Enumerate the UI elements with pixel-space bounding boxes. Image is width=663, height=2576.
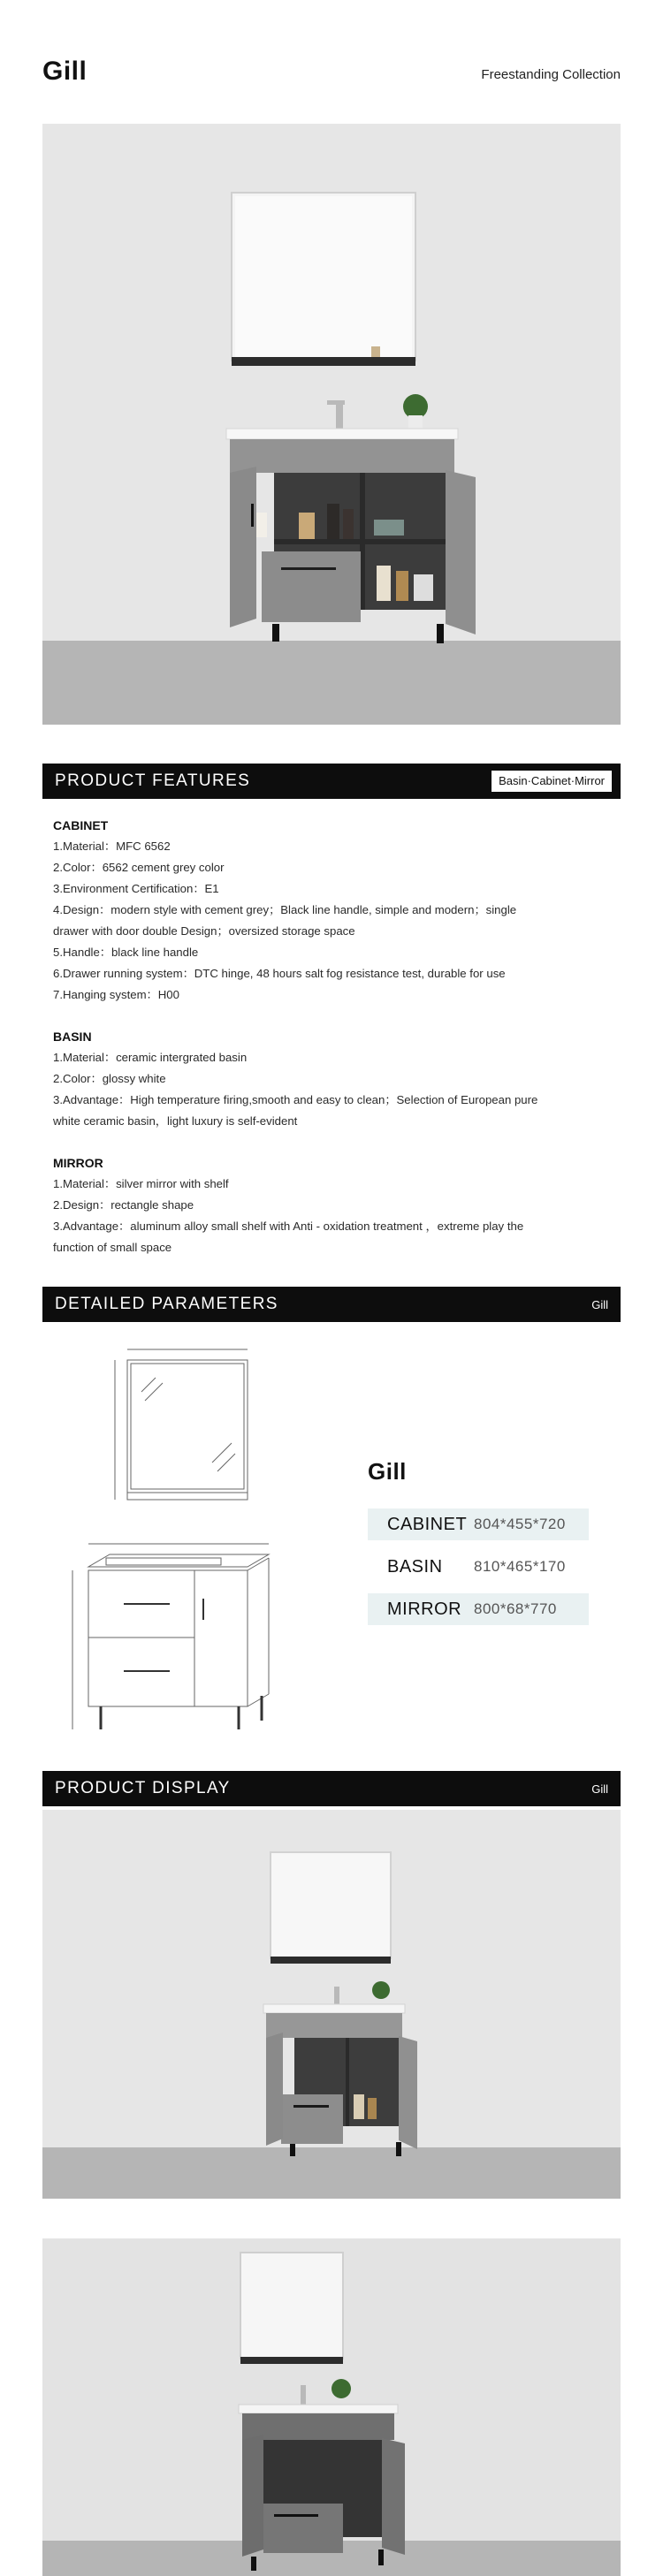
feature-line: 4.Design：modern style with cement grey；Black line handle, simple and modern；single [53,903,517,916]
cabinet-heading: CABINET [53,818,109,832]
feature-line: 6.Drawer running system：DTC hinge, 48 hours salt fog resistance test, durable for use [53,967,506,980]
section-tag: Gill [591,1298,608,1311]
param-label: CABINET [387,1514,468,1534]
hero-product-photo [42,124,621,725]
section-title: DETAILED PARAMETERS [55,1295,278,1313]
param-value: 810*465*170 [474,1558,566,1575]
display-photo-front [42,1810,621,2199]
collection-label: Freestanding Collection [481,67,621,82]
param-row-basin [368,1551,589,1583]
section-title: PRODUCT DISPLAY [55,1779,231,1797]
section-title: PRODUCT FEATURES [55,771,251,790]
display-photo-angle [42,2238,621,2576]
feature-line: 1.Material：MFC 6562 [53,840,171,853]
brand-title: Gill [42,57,88,86]
feature-line: 2.Color：glossy white [53,1072,166,1085]
param-row-cabinet [368,1508,589,1540]
feature-line: 7.Hanging system：H00 [53,988,179,1001]
page-header [42,55,621,90]
feature-line: 2.Design：rectangle shape [53,1198,194,1212]
parameters-list [368,1458,598,1636]
model-name: Gill [368,1458,407,1485]
feature-line: white ceramic basin，light luxury is self-evident [53,1114,298,1128]
vanity-front-illustration [42,1810,621,2199]
section-tag: Basin·Cabinet·Mirror [492,771,612,792]
product-display-bar [42,1771,621,1806]
feature-line: 3.Advantage：aluminum alloy small shelf with Anti - oxidation treatment ，extreme play the [53,1220,524,1233]
feature-line: function of small space [53,1241,172,1254]
detailed-parameters-bar [42,1287,621,1322]
feature-line: 1.Material：silver mirror with shelf [53,1177,229,1190]
mirror-features [53,1152,610,1258]
feature-line: 2.Color：6562 cement grey color [53,861,225,874]
feature-line: 3.Advantage：High temperature firing,smooth and easy to clean；Selection of European pure [53,1093,538,1106]
product-features-bar [42,764,621,799]
features-text [53,815,610,1279]
feature-line: 5.Handle：black line handle [53,946,199,959]
param-label: BASIN [387,1556,443,1577]
vanity-illustration [42,124,621,725]
param-label: MIRROR [387,1599,462,1619]
vanity-angle-illustration [42,2238,621,2576]
param-value: 800*68*770 [474,1600,557,1617]
technical-drawing [71,1339,336,1763]
param-row-mirror [368,1593,589,1625]
param-value: 804*455*720 [474,1516,566,1532]
feature-line: 3.Environment Certification：E1 [53,882,219,895]
basin-features [53,1026,610,1132]
feature-line: drawer with door double Design；oversized storage space [53,924,355,938]
feature-line: 1.Material：ceramic intergrated basin [53,1051,248,1064]
mirror-heading: MIRROR [53,1156,103,1170]
basin-heading: BASIN [53,1030,92,1044]
section-tag: Gill [591,1782,608,1796]
cabinet-features [53,815,610,1006]
